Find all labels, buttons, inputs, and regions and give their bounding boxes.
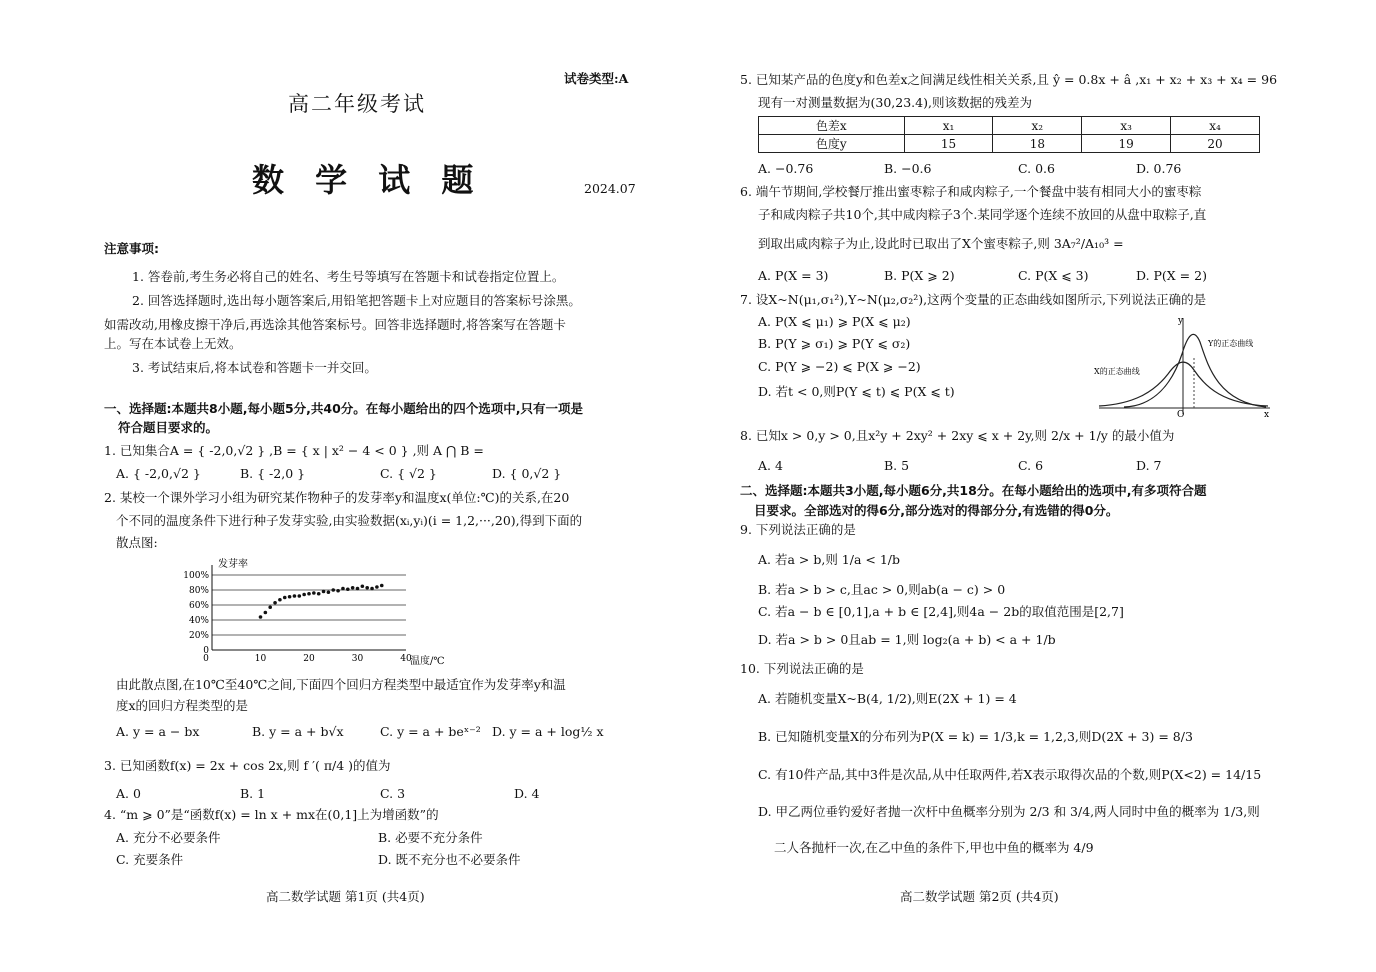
q1-option-b: B. { -2,0 } [240,466,306,481]
section-2-heading-cont: 目要求。全部选对的得6分,部分选对的得部分分,有选错的得0分。 [754,503,1119,518]
question-6-cont: 到取出咸肉粽子为止,设此时已取出了X个蜜枣粽子,则 3A₇²/A₁₀³ = [758,236,1124,251]
q4-option-b: B. 必要不充分条件 [378,830,483,845]
data-point [293,594,297,598]
q1-option-a: A. { -2,0,√2 } [116,466,201,481]
x-tick-label: 40 [400,654,412,664]
q9-option-c: C. 若a − b ∈ [0,1],a + b ∈ [2,4],则4a − 2b的取值范围是[2,7] [758,604,1124,619]
q10-option-a: A. 若随机变量X~B(4, 1/2),则E(2X + 1) = 4 [758,691,1017,706]
exam-title: 高二年级考试 [288,92,426,116]
table-cell: x₂ [993,117,1082,135]
notice-line: 3. 考试结束后,将本试卷和答题卡一并交回。 [132,360,377,375]
notice-line: 1. 答卷前,考生务必将自己的姓名、考生号等填写在答题卡和试卷指定位置上。 [132,269,565,284]
table-cell: 色差x [759,117,905,135]
q8-option-d: D. 7 [1136,458,1162,473]
q3-option-c: C. 3 [380,786,406,801]
data-point [380,584,384,588]
y-tick-label: 20% [188,631,209,641]
data-point [273,601,277,605]
data-point [356,587,360,591]
y-tick-label: 100% [183,571,209,581]
data-point [317,592,321,596]
subject-title: 数 学 试 题 [252,161,484,199]
table-cell: x₄ [1171,117,1260,135]
y-tick-label: 40% [188,616,209,626]
paper-type: 试卷类型:A [564,71,629,86]
y-tick-label: 0 [203,646,209,656]
q3-option-a: A. 0 [116,786,141,801]
data-point [302,593,306,597]
question-2-text: 度x的回归方程类型的是 [116,698,249,713]
question-8: 8. 已知x > 0,y > 0,且x²y + 2xy² + 2xy ⩽ x + 2y,则 2/x + 1/y 的最小值为 [740,428,1175,443]
question-2-cont: 个不同的温度条件下进行种子发芽实验,由实验数据(xᵢ,yᵢ)(i = 1,2,···,20),得到下面的 [116,513,583,528]
question-6-cont: 子和咸肉粽子共10个,其中咸肉粽子3个.某同学逐个连续不放回的从盘中取粽子,直 [758,207,1207,222]
q9-option-a: A. 若a > b,则 1/a < 1/b [758,552,900,567]
question-6: 6. 端午节期间,学校餐厅推出蜜枣粽子和咸肉粽子,一个餐盘中装有相同大小的蜜枣粽 [740,184,1202,199]
question-5: 5. 已知某产品的色度y和色差x之间满足线性相关关系,且 ŷ = 0.8x + â ,x₁ + x₂ + x₃ + x₄ = 96 [740,72,1278,87]
question-5-cont: 现有一对测量数据为(30,23.4),则该数据的残差为 [758,95,1032,110]
y-axis-label: 发芽率 [218,559,248,570]
page-2 [688,0,1376,972]
notice-line: 上。写在本试卷上无效。 [104,336,242,351]
question-9: 9. 下列说法正确的是 [740,522,856,537]
q8-option-c: C. 6 [1018,458,1044,473]
y-tick-labels [183,571,209,656]
question-2: 2. 某校一个课外学习小组为研究某作物种子的发芽率y和温度x(单位:℃)的关系,在20 [104,490,570,505]
question-10: 10. 下列说法正确的是 [740,661,864,676]
q1-option-c: C. { √2 } [380,466,437,481]
q3-option-d: D. 4 [514,786,540,801]
data-point [322,590,326,594]
x-tick-labels [203,654,412,664]
table-cell: 18 [993,135,1082,153]
data-point [346,587,350,591]
page-footer: 高二数学试题 第1页 (共4页) [266,889,425,904]
q7-option-c: C. P(Y ⩾ −2) ⩽ P(X ⩾ −2) [758,359,921,374]
notice-title: 注意事项: [104,241,159,256]
q3-option-b: B. 1 [240,786,266,801]
table-cell: x₃ [1082,117,1171,135]
y-tick-label: 60% [188,601,209,611]
q2-option-d: D. y = a + log½ x [492,724,604,739]
x-tick-label: 0 [203,654,209,664]
data-point [278,598,282,602]
q9-option-b: B. 若a > b > c,且ac > 0,则ab(a − c) > 0 [758,582,1006,597]
data-points [259,584,384,619]
data-point [336,589,340,593]
question-7: 7. 设X~N(μ₁,σ₁²),Y~N(μ₂,σ₂²),这两个变量的正态曲线如图所示,下列说法正确的是 [740,292,1207,307]
question-1: 1. 已知集合A = { -2,0,√2 } ,B = { x | x² − 4 < 0 } ,则 A ⋂ B = [104,443,484,458]
exam-date: 2024.07 [584,181,636,196]
data-point [298,594,302,598]
data-point [341,587,345,591]
q7-option-d: D. 若t < 0,则P(Y ⩽ t) ⩽ P(X ⩽ t) [758,384,955,399]
section-2-heading: 二、选择题:本题共3小题,每小题6分,共18分。在每小题给出的选项中,有多项符合题 [740,483,1207,498]
section-1-heading-cont: 符合题目要求的。 [118,420,219,435]
q5-option-a: A. −0.76 [758,161,814,176]
q4-option-c: C. 充要条件 [116,852,184,867]
notice-line: 2. 回答选择题时,选出每小题答案后,用铅笔把答题卡上对应题目的答案标号涂黑。 [132,293,581,308]
question-3: 3. 已知函数f(x) = 2x + cos 2x,则 f ′( π/4 )的值为 [104,758,391,773]
q6-option-b: B. P(X ⩾ 2) [884,268,955,283]
x-tick-label: 20 [303,654,315,664]
data-point [288,595,292,599]
data-point [327,590,331,594]
data-point [264,611,268,615]
table-cell: 15 [904,135,993,153]
y-tick-label: 80% [188,586,209,596]
data-point [307,592,311,596]
data-point [351,586,355,590]
x-curve-label: X的正态曲线 [1094,367,1140,376]
table-cell: 色度y [759,135,905,153]
q5-data-table [758,116,1260,153]
q4-option-a: A. 充分不必要条件 [116,830,221,845]
q2-option-c: C. y = a + beˣ⁻² [380,724,481,739]
table-cell: 19 [1082,135,1171,153]
question-2-cont: 散点图: [116,535,158,550]
chart-gridlines [212,575,406,635]
q6-option-d: D. P(X = 2) [1136,268,1207,283]
table-cell: x₁ [904,117,993,135]
x-axis-label: 温度/℃ [410,656,445,667]
q9-option-d: D. 若a > b > 0且ab = 1,则 log₂(a + b) < a + 1/b [758,632,1056,647]
x-tick-label: 10 [254,654,267,664]
germination-scatter-chart [176,556,456,672]
graph-y-label: y [1178,316,1184,326]
data-point [361,584,365,588]
q10-option-d: D. 甲乙两位垂钓爱好者抛一次杆中鱼概率分别为 2/3 和 3/4,两人同时中鱼的概率为 1/3,则 [758,804,1260,819]
graph-x-label: x [1264,410,1270,418]
q7-option-b: B. P(Y ⩾ σ₁) ⩾ P(Y ⩽ σ₂) [758,336,911,351]
data-point [268,605,272,609]
q5-option-b: B. −0.6 [884,161,932,176]
q6-option-a: A. P(X = 3) [758,268,829,283]
data-point [365,586,369,590]
x-tick-label: 30 [351,654,364,664]
q10-option-b: B. 已知随机变量X的分布列为P(X = k) = 1/3,k = 1,2,3,则D(2X + 3) = 8/3 [758,729,1193,744]
data-point [370,587,374,591]
data-point [375,585,379,589]
data-point [283,596,287,600]
q4-option-d: D. 既不充分也不必要条件 [378,852,521,867]
q8-option-b: B. 5 [884,458,910,473]
q1-option-d: D. { 0,√2 } [492,466,562,481]
q6-option-c: C. P(X ⩽ 3) [1018,268,1089,283]
y-curve-label: Y的正态曲线 [1208,339,1254,348]
q2-option-b: B. y = a + b√x [252,724,344,739]
question-4: 4. “m ⩾ 0”是“函数f(x) = ln x + mx在(0,1]上为增函数”的 [104,807,439,822]
q5-option-d: D. 0.76 [1136,161,1182,176]
page-footer: 高二数学试题 第2页 (共4页) [900,889,1059,904]
q7-option-a: A. P(X ⩽ μ₁) ⩾ P(X ⩽ μ₂) [758,314,911,329]
normal-curves-graph [1094,314,1274,418]
data-point [312,591,316,595]
table-cell: 20 [1171,135,1260,153]
q8-option-a: A. 4 [758,458,783,473]
notice-line: 如需改动,用橡皮擦干净后,再选涂其他答案标号。回答非选择题时,将答案写在答题卡 [104,317,566,332]
data-point [331,588,335,592]
q10-option-c: C. 有10件产品,其中3件是次品,从中任取两件,若X表示取得次品的个数,则P(X<2) = 14/15 [758,767,1262,782]
section-1-heading: 一、选择题:本题共8小题,每小题5分,共40分。在每小题给出的四个选项中,只有一项是 [104,401,584,416]
q10-option-d-cont: 二人各抛杆一次,在乙中鱼的条件下,甲也中鱼的概率为 4/9 [774,840,1094,855]
graph-origin: O [1177,410,1185,418]
data-point [259,615,263,619]
question-2-text: 由此散点图,在10℃至40℃之间,下面四个回归方程类型中最适宜作为发芽率y和温 [116,677,566,692]
q2-option-a: A. y = a − bx [116,724,200,739]
q5-option-c: C. 0.6 [1018,161,1055,176]
chart-axes [212,565,406,650]
table-row [759,135,1260,153]
table-row [759,117,1260,135]
